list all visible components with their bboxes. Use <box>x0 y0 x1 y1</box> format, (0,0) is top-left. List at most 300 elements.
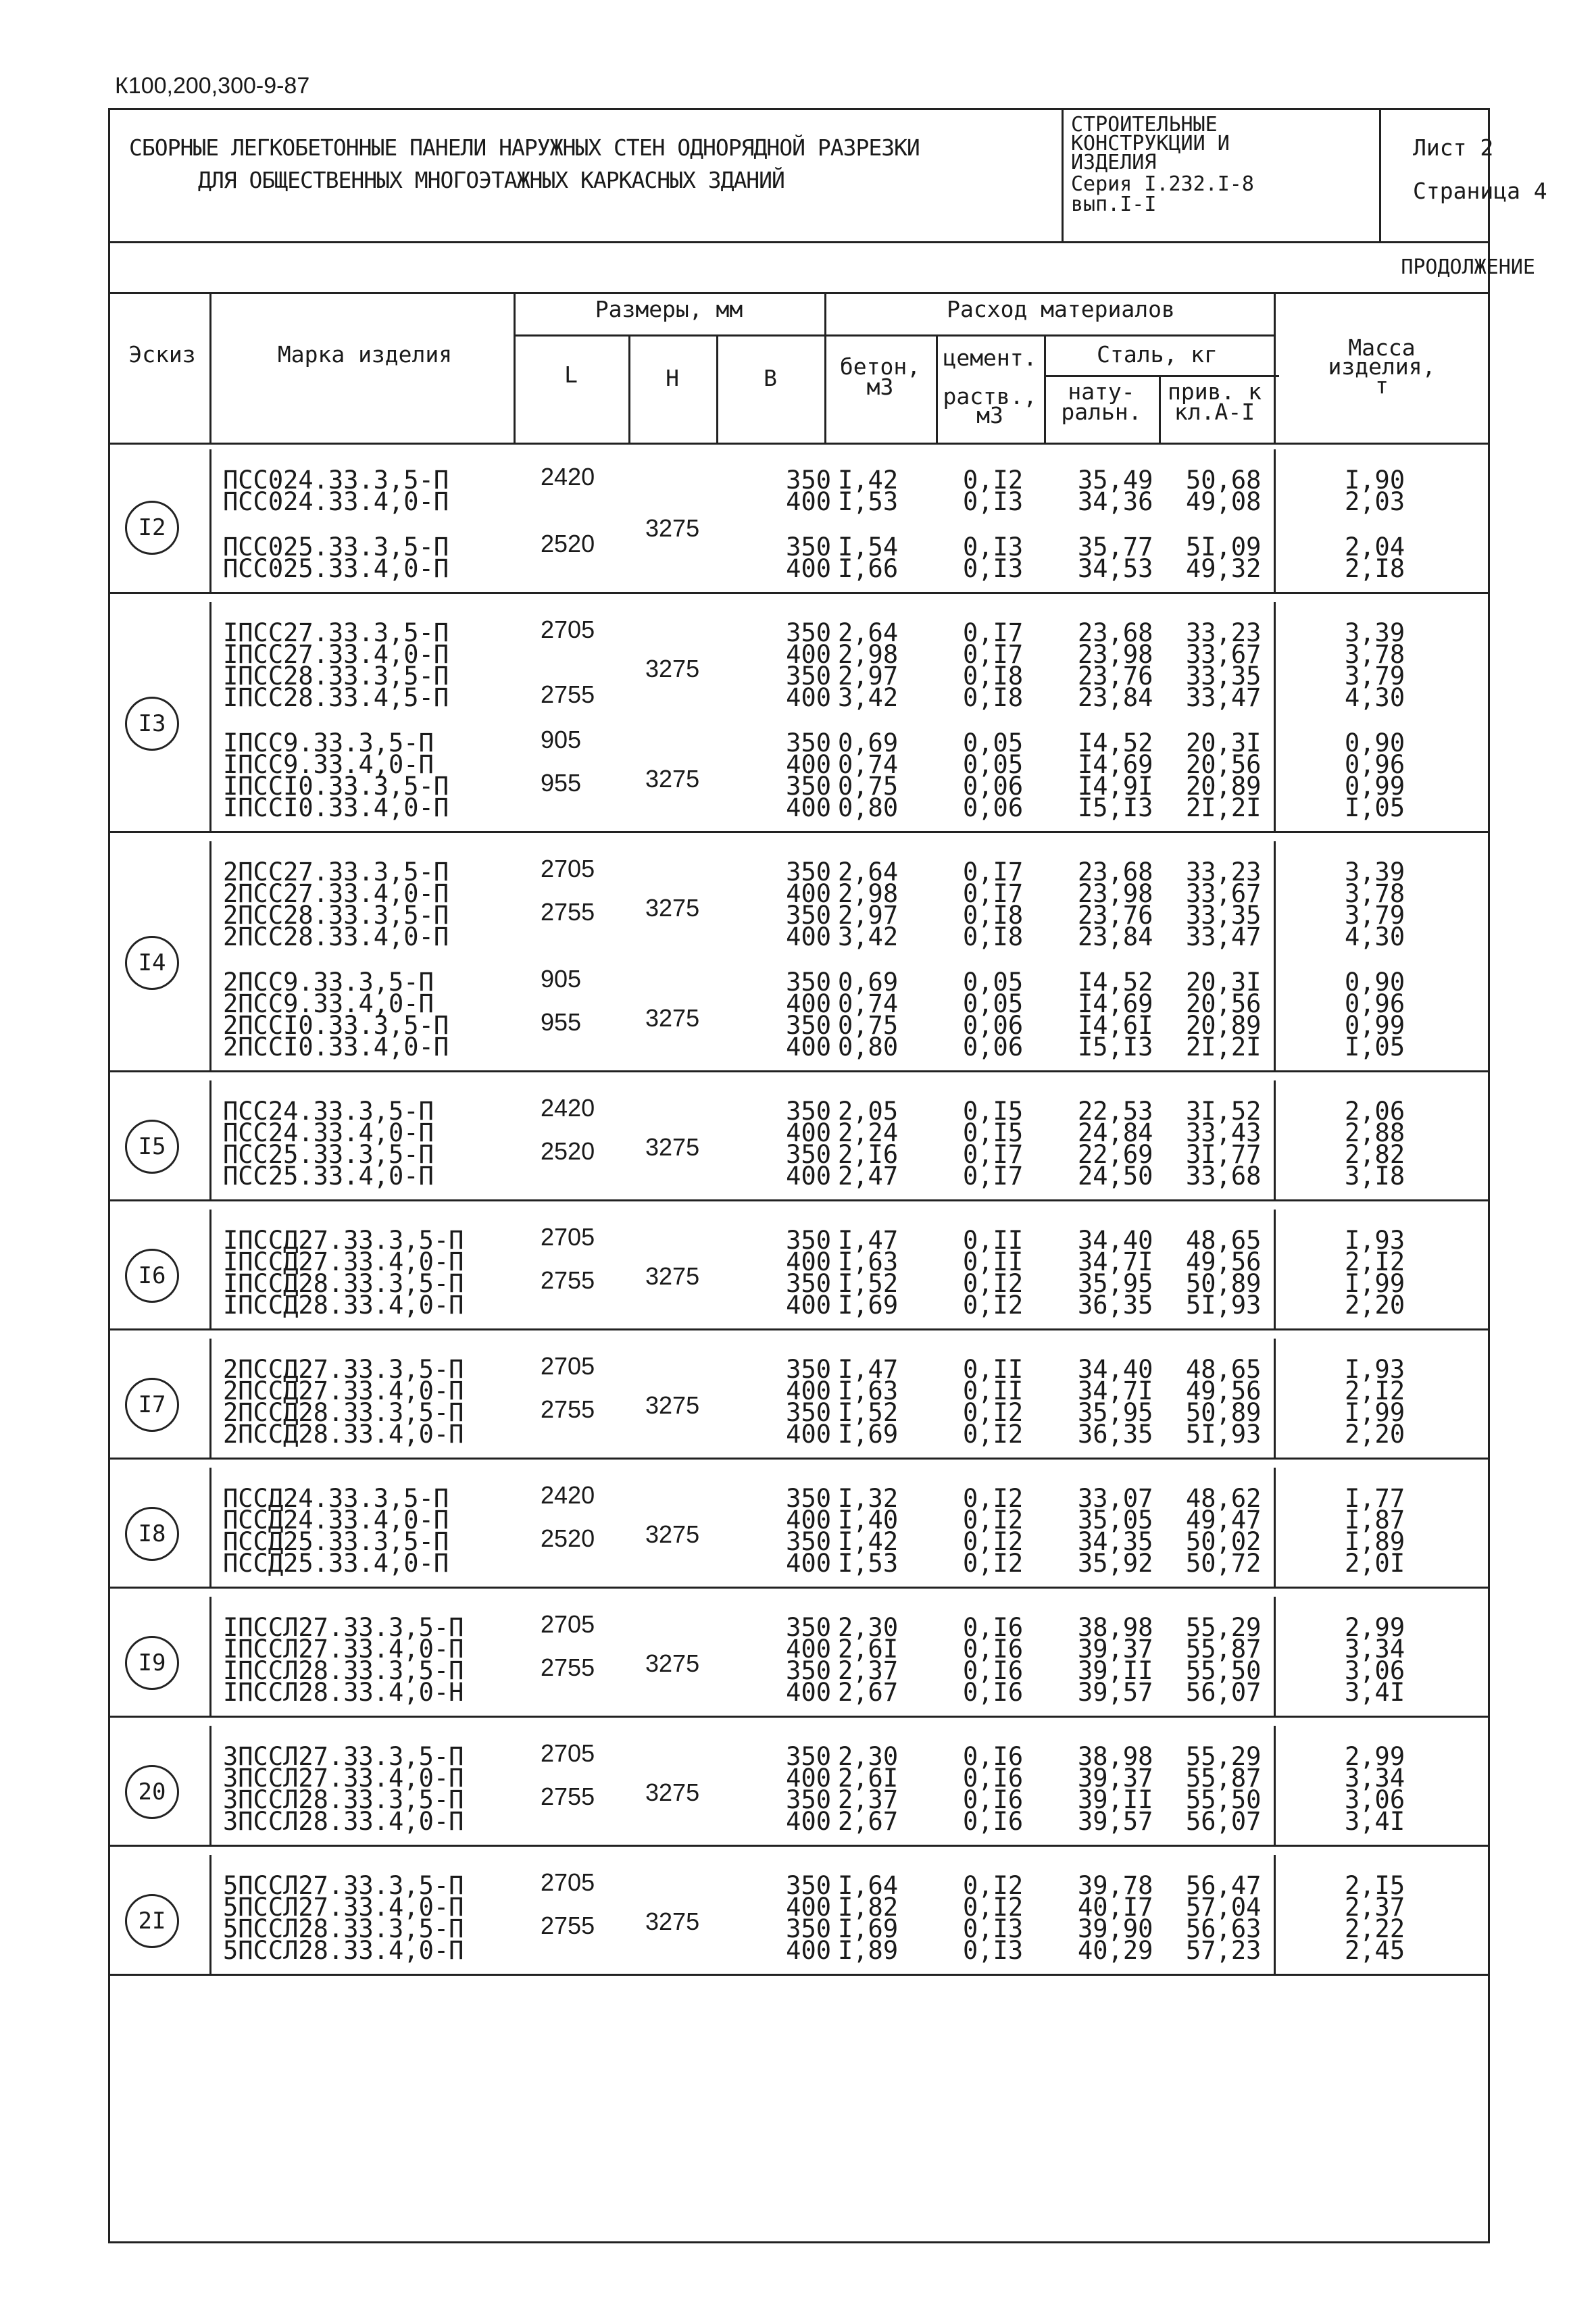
concrete-cell: I,89 <box>838 1936 899 1965</box>
width-cell: 350 <box>786 1527 831 1556</box>
col-divider-L <box>628 334 630 443</box>
mark-cell: ПСС25.33.4,0-П <box>223 1162 434 1191</box>
width-cell: 350 <box>786 1226 831 1255</box>
mark-cell: IПССЛ28.33.4,0-Н <box>223 1678 464 1707</box>
steel-natural-cell: 23,84 <box>1078 922 1153 951</box>
steel-reduced-cell: 33,67 <box>1186 879 1262 908</box>
mass-cell: 2,0I <box>1345 1549 1405 1578</box>
steel-natural-cell: I4,52 <box>1078 728 1153 757</box>
steel-header-rule <box>1044 375 1279 377</box>
width-cell: 350 <box>786 662 831 691</box>
mass-col-divider <box>1274 1339 1276 1458</box>
concrete-cell: I,69 <box>838 1914 899 1943</box>
mass-cell: I,99 <box>1345 1269 1405 1298</box>
mass-cell: I,77 <box>1345 1484 1405 1513</box>
length-cell: 2520 <box>541 1137 595 1165</box>
width-cell: 400 <box>786 683 831 712</box>
mass-cell: I,05 <box>1345 1032 1405 1062</box>
length-cell: 2705 <box>541 616 595 643</box>
height-cell: 3275 <box>645 514 700 542</box>
title-block <box>108 108 1547 243</box>
width-cell: 400 <box>786 879 831 908</box>
width-cell: 400 <box>786 1376 831 1405</box>
concrete-cell: 2,47 <box>838 1162 899 1191</box>
length-cell: 905 <box>541 726 582 753</box>
series-line-2: КОНСТРУКЦИИ И <box>1071 132 1230 155</box>
mass-cell: 3,06 <box>1345 1785 1405 1814</box>
series-line-3: ИЗДЕЛИЯ <box>1071 151 1157 174</box>
mark-cell: 3ПССЛ27.33.3,5-П <box>223 1742 464 1771</box>
header-mass-3: т <box>1375 372 1389 399</box>
mass-cell: 4,30 <box>1345 683 1405 712</box>
cement-cell: 0,I2 <box>963 1893 1024 1922</box>
width-cell: 350 <box>786 857 831 887</box>
cement-cell: 0,I2 <box>963 1291 1024 1320</box>
steel-natural-cell: 35,95 <box>1078 1398 1153 1427</box>
steel-reduced-cell: 33,35 <box>1186 662 1262 691</box>
width-cell: 400 <box>786 1635 831 1664</box>
steel-natural-cell: 34,7I <box>1078 1247 1153 1276</box>
width-cell: 400 <box>786 1291 831 1320</box>
concrete-cell: 2,64 <box>838 857 899 887</box>
series-line-5: вып.I-I <box>1071 193 1157 216</box>
mass-col-divider <box>1274 1468 1276 1587</box>
mass-col-divider <box>1274 1210 1276 1328</box>
length-cell: 2705 <box>541 1868 595 1896</box>
height-cell: 3275 <box>645 1520 700 1548</box>
height-cell: 3275 <box>645 894 700 922</box>
length-cell: 2705 <box>541 1223 595 1251</box>
mark-cell: IПССД27.33.4,0-П <box>223 1247 464 1276</box>
width-cell: 400 <box>786 1549 831 1578</box>
cement-cell: 0,05 <box>963 728 1024 757</box>
steel-natural-cell: 36,35 <box>1078 1291 1153 1320</box>
width-cell: 350 <box>786 772 831 801</box>
mass-cell: 0,96 <box>1345 989 1405 1018</box>
concrete-cell: 0,69 <box>838 728 899 757</box>
mass-cell: 0,96 <box>1345 750 1405 779</box>
concrete-cell: 3,42 <box>838 683 899 712</box>
concrete-cell: 2,30 <box>838 1613 899 1642</box>
width-cell: 400 <box>786 1247 831 1276</box>
concrete-cell: I,63 <box>838 1376 899 1405</box>
steel-reduced-cell: 48,62 <box>1186 1484 1262 1513</box>
steel-natural-cell: 39,78 <box>1078 1871 1153 1900</box>
steel-natural-cell: 35,05 <box>1078 1505 1153 1535</box>
width-cell: 350 <box>786 1011 831 1040</box>
cement-cell: 0,I6 <box>963 1742 1024 1771</box>
sketch-col-divider <box>209 602 211 831</box>
steel-reduced-cell: 20,3I <box>1186 728 1262 757</box>
cement-cell: 0,I2 <box>963 1398 1024 1427</box>
sketch-col-divider <box>209 1080 211 1199</box>
height-cell: 3275 <box>645 765 700 793</box>
mass-cell: I,87 <box>1345 1505 1405 1535</box>
header-dims: Размеры, мм <box>595 296 743 322</box>
concrete-cell: I,52 <box>838 1269 899 1298</box>
cement-cell: 0,I2 <box>963 466 1024 495</box>
cement-cell: 0,06 <box>963 1011 1024 1040</box>
height-cell: 3275 <box>645 1778 700 1806</box>
cement-cell: 0,I8 <box>963 683 1024 712</box>
steel-reduced-cell: 50,72 <box>1186 1549 1262 1578</box>
length-cell: 2755 <box>541 1912 595 1939</box>
steel-reduced-cell: 55,87 <box>1186 1764 1262 1793</box>
group-separator <box>110 1328 1488 1330</box>
steel-natural-cell: 39,57 <box>1078 1678 1153 1707</box>
mark-cell: IПСС27.33.4,0-П <box>223 640 449 669</box>
width-cell: 350 <box>786 1871 831 1900</box>
steel-natural-cell: 34,35 <box>1078 1527 1153 1556</box>
steel-natural-cell: 39,90 <box>1078 1914 1153 1943</box>
sketch-marker: I2 <box>125 501 179 555</box>
height-cell: 3275 <box>645 1004 700 1032</box>
steel-reduced-cell: 33,23 <box>1186 618 1262 647</box>
cement-cell: 0,I2 <box>963 1484 1024 1513</box>
mass-col-divider <box>1274 1855 1276 1974</box>
sketch-col-divider <box>209 1726 211 1845</box>
mass-cell: I,90 <box>1345 466 1405 495</box>
mass-cell: 3,4I <box>1345 1807 1405 1836</box>
height-cell: 3275 <box>645 1391 700 1419</box>
cement-cell: 0,I3 <box>963 1914 1024 1943</box>
mass-cell: 4,30 <box>1345 922 1405 951</box>
cement-cell: 0,I6 <box>963 1678 1024 1707</box>
steel-reduced-cell: 20,89 <box>1186 772 1262 801</box>
mass-cell: 2,45 <box>1345 1936 1405 1965</box>
mark-cell: IПССД27.33.3,5-П <box>223 1226 464 1255</box>
header-concrete-unit: м3 <box>866 374 894 400</box>
mark-cell: IПССI0.33.3,5-П <box>223 772 449 801</box>
concrete-cell: I,47 <box>838 1226 899 1255</box>
mark-cell: IПССЛ28.33.3,5-П <box>223 1656 464 1685</box>
mark-cell: 2ПСС9.33.4,0-П <box>223 989 434 1018</box>
concrete-cell: 0,75 <box>838 772 899 801</box>
concrete-cell: I,69 <box>838 1291 899 1320</box>
length-cell: 2420 <box>541 1481 595 1509</box>
steel-reduced-cell: 3I,52 <box>1186 1097 1262 1126</box>
mark-cell: 5ПССЛ27.33.4,0-П <box>223 1893 464 1922</box>
concrete-cell: 0,80 <box>838 793 899 822</box>
header-top-rule <box>110 292 1488 294</box>
concrete-cell: 0,74 <box>838 989 899 1018</box>
steel-natural-cell: 23,76 <box>1078 662 1153 691</box>
steel-natural-cell: I5,I3 <box>1078 793 1153 822</box>
cement-cell: 0,I2 <box>963 1527 1024 1556</box>
width-cell: 400 <box>786 1505 831 1535</box>
mark-cell: 2ПСС28.33.3,5-П <box>223 901 449 930</box>
width-cell: 400 <box>786 750 831 779</box>
width-cell: 400 <box>786 554 831 583</box>
width-cell: 400 <box>786 1162 831 1191</box>
mass-cell: 2,03 <box>1345 487 1405 516</box>
cement-cell: 0,I2 <box>963 1269 1024 1298</box>
cement-cell: 0,I7 <box>963 879 1024 908</box>
sketch-col-divider <box>209 1597 211 1716</box>
mark-cell: ПСС024.33.4,0-П <box>223 487 449 516</box>
continuation-label: ПРОДОЛЖЕНИЕ <box>1401 255 1535 279</box>
steel-natural-cell: 34,36 <box>1078 487 1153 516</box>
sheet-cell <box>1379 110 1547 241</box>
group-separator <box>110 1587 1488 1589</box>
header-mark: Марка изделия <box>277 341 453 368</box>
series-line-4: Серия I.232.I-8 <box>1071 172 1254 196</box>
width-cell: 400 <box>786 1420 831 1449</box>
mark-cell: 3ПССЛ27.33.4,0-П <box>223 1764 464 1793</box>
width-cell: 350 <box>786 618 831 647</box>
mass-cell: 3,79 <box>1345 901 1405 930</box>
series-cell <box>1062 110 1381 241</box>
sketch-marker: I5 <box>125 1120 179 1174</box>
steel-reduced-cell: 50,89 <box>1186 1269 1262 1298</box>
header-steel-red-2: кл.А-I <box>1174 399 1255 425</box>
length-cell: 2705 <box>541 1352 595 1380</box>
width-cell: 400 <box>786 793 831 822</box>
cement-cell: 0,I2 <box>963 1871 1024 1900</box>
mark-cell: ПСС025.33.3,5-П <box>223 532 449 562</box>
cement-cell: 0,I6 <box>963 1807 1024 1836</box>
steel-natural-cell: I4,6I <box>1078 1011 1153 1040</box>
height-cell: 3275 <box>645 1649 700 1677</box>
steel-reduced-cell: 33,67 <box>1186 640 1262 669</box>
length-cell: 955 <box>541 1008 582 1036</box>
steel-natural-cell: 24,84 <box>1078 1118 1153 1147</box>
length-cell: 2755 <box>541 898 595 926</box>
mark-cell: ПСС24.33.4,0-П <box>223 1118 434 1147</box>
cement-cell: 0,05 <box>963 989 1024 1018</box>
mass-cell: 3,34 <box>1345 1635 1405 1664</box>
header-sketch: Эскиз <box>128 341 196 368</box>
length-cell: 905 <box>541 965 582 993</box>
steel-natural-cell: 36,35 <box>1078 1420 1153 1449</box>
group-separator <box>110 1845 1488 1847</box>
steel-natural-cell: 35,77 <box>1078 532 1153 562</box>
width-cell: 350 <box>786 1355 831 1384</box>
length-cell: 2420 <box>541 463 595 491</box>
mass-col-divider <box>1274 841 1276 1070</box>
steel-natural-cell: 39,37 <box>1078 1635 1153 1664</box>
cement-cell: 0,I7 <box>963 1162 1024 1191</box>
length-cell: 2705 <box>541 855 595 882</box>
mark-cell: IПСС9.33.3,5-П <box>223 728 434 757</box>
mark-cell: IПССЛ27.33.4,0-П <box>223 1635 464 1664</box>
steel-natural-cell: 34,53 <box>1078 554 1153 583</box>
title-line-2: ДЛЯ ОБЩЕСТВЕННЫХ МНОГОЭТАЖНЫХ КАРКАСНЫХ ЗДАНИЙ <box>198 167 784 193</box>
sketch-col-divider <box>209 1855 211 1974</box>
length-cell: 2705 <box>541 1610 595 1638</box>
length-cell: 2755 <box>541 1395 595 1423</box>
steel-reduced-cell: 3I,77 <box>1186 1140 1262 1169</box>
concrete-cell: I,52 <box>838 1398 899 1427</box>
steel-natural-cell: I4,69 <box>1078 750 1153 779</box>
length-cell: 2755 <box>541 1783 595 1810</box>
mark-cell: ПСС025.33.4,0-П <box>223 554 449 583</box>
width-cell: 350 <box>786 968 831 997</box>
cement-cell: 0,I2 <box>963 1505 1024 1535</box>
cement-cell: 0,I6 <box>963 1613 1024 1642</box>
width-cell: 400 <box>786 1893 831 1922</box>
mark-cell: 2ПССД28.33.3,5-П <box>223 1398 464 1427</box>
cement-cell: 0,I2 <box>963 1549 1024 1578</box>
mass-cell: 3,I8 <box>1345 1162 1405 1191</box>
mass-col-divider <box>1274 602 1276 831</box>
steel-reduced-cell: 20,56 <box>1186 989 1262 1018</box>
steel-reduced-cell: 57,23 <box>1186 1936 1262 1965</box>
group-separator <box>110 1974 1488 1976</box>
mark-cell: IПСС27.33.3,5-П <box>223 618 449 647</box>
length-cell: 2520 <box>541 1524 595 1552</box>
sketch-marker: I8 <box>125 1507 179 1561</box>
cement-cell: 0,I8 <box>963 922 1024 951</box>
mark-cell: 2ПССI0.33.3,5-П <box>223 1011 449 1040</box>
group-separator <box>110 1716 1488 1718</box>
steel-natural-cell: 39,57 <box>1078 1807 1153 1836</box>
width-cell: 350 <box>786 1785 831 1814</box>
cement-cell: 0,05 <box>963 968 1024 997</box>
width-cell: 350 <box>786 1484 831 1513</box>
steel-natural-cell: 39,37 <box>1078 1764 1153 1793</box>
title-line-1: СБОРНЫЕ ЛЕГКОБЕТОННЫЕ ПАНЕЛИ НАРУЖНЫХ СТЕН ОДНОРЯДНОЙ РАЗРЕЗКИ <box>129 134 920 161</box>
concrete-cell: I,53 <box>838 1549 899 1578</box>
title-cell <box>110 110 1064 241</box>
cement-cell: 0,I6 <box>963 1656 1024 1685</box>
steel-natural-cell: 23,76 <box>1078 901 1153 930</box>
cement-cell: 0,II <box>963 1226 1024 1255</box>
sketch-col-divider <box>209 1339 211 1458</box>
steel-reduced-cell: 50,68 <box>1186 466 1262 495</box>
concrete-cell: I,54 <box>838 532 899 562</box>
width-cell: 350 <box>786 1097 831 1126</box>
steel-natural-cell: 40,I7 <box>1078 1893 1153 1922</box>
mark-cell: 2ПСС28.33.4,0-П <box>223 922 449 951</box>
concrete-cell: 2,98 <box>838 879 899 908</box>
steel-reduced-cell: 55,50 <box>1186 1656 1262 1685</box>
series-line-1: СТРОИТЕЛЬНЫЕ <box>1071 113 1218 136</box>
mass-cell: 0,99 <box>1345 772 1405 801</box>
cement-cell: 0,I7 <box>963 640 1024 669</box>
cement-cell: 0,I7 <box>963 618 1024 647</box>
mark-cell: 2ПСС9.33.3,5-П <box>223 968 434 997</box>
concrete-cell: I,53 <box>838 487 899 516</box>
length-cell: 2420 <box>541 1094 595 1122</box>
width-cell: 350 <box>786 532 831 562</box>
sketch-marker: I9 <box>125 1636 179 1690</box>
width-cell: 350 <box>786 1656 831 1685</box>
cement-cell: 0,I7 <box>963 857 1024 887</box>
mark-cell: IПССЛ27.33.3,5-П <box>223 1613 464 1642</box>
concrete-cell: I,63 <box>838 1247 899 1276</box>
mass-cell: 3,4I <box>1345 1678 1405 1707</box>
steel-natural-cell: 39,II <box>1078 1656 1153 1685</box>
steel-reduced-cell: 57,04 <box>1186 1893 1262 1922</box>
steel-natural-cell: 23,68 <box>1078 618 1153 647</box>
steel-reduced-cell: 49,56 <box>1186 1376 1262 1405</box>
steel-reduced-cell: 55,29 <box>1186 1613 1262 1642</box>
steel-reduced-cell: 20,3I <box>1186 968 1262 997</box>
steel-reduced-cell: 33,35 <box>1186 901 1262 930</box>
steel-reduced-cell: 2I,2I <box>1186 1032 1262 1062</box>
mark-cell: IПСС9.33.4,0-П <box>223 750 434 779</box>
mass-cell: I,99 <box>1345 1398 1405 1427</box>
steel-reduced-cell: 49,56 <box>1186 1247 1262 1276</box>
mass-col-divider <box>1274 1080 1276 1199</box>
steel-reduced-cell: 48,65 <box>1186 1226 1262 1255</box>
concrete-cell: 2,24 <box>838 1118 899 1147</box>
group-separator <box>110 831 1488 833</box>
mass-cell: 2,I2 <box>1345 1376 1405 1405</box>
concrete-cell: I,42 <box>838 466 899 495</box>
header-cement-unit: м3 <box>976 402 1003 428</box>
steel-reduced-cell: 33,23 <box>1186 857 1262 887</box>
header-steel-red-1: прив. к <box>1167 378 1262 405</box>
concrete-cell: 2,05 <box>838 1097 899 1126</box>
steel-natural-cell: 22,53 <box>1078 1097 1153 1126</box>
mass-cell: 0,99 <box>1345 1011 1405 1040</box>
length-cell: 955 <box>541 769 582 797</box>
cement-cell: 0,06 <box>963 793 1024 822</box>
concrete-cell: I,66 <box>838 554 899 583</box>
width-cell: 400 <box>786 989 831 1018</box>
cement-cell: 0,05 <box>963 750 1024 779</box>
mass-cell: 2,37 <box>1345 1893 1405 1922</box>
cement-cell: 0,I6 <box>963 1785 1024 1814</box>
steel-reduced-cell: 56,63 <box>1186 1914 1262 1943</box>
steel-reduced-cell: 55,50 <box>1186 1785 1262 1814</box>
mass-cell: 3,78 <box>1345 879 1405 908</box>
mass-cell: 2,22 <box>1345 1914 1405 1943</box>
cement-cell: 0,I7 <box>963 1140 1024 1169</box>
page-number: Страница 4 <box>1413 178 1547 204</box>
mark-cell: ПСС25.33.3,5-П <box>223 1140 434 1169</box>
steel-reduced-cell: 5I,09 <box>1186 532 1262 562</box>
cement-cell: 0,I3 <box>963 554 1024 583</box>
steel-natural-cell: 35,92 <box>1078 1549 1153 1578</box>
header-mass-2: изделия, <box>1328 353 1436 380</box>
width-cell: 400 <box>786 1764 831 1793</box>
steel-natural-cell: 35,95 <box>1078 1269 1153 1298</box>
sketch-col-divider <box>209 1210 211 1328</box>
concrete-cell: I,82 <box>838 1893 899 1922</box>
concrete-cell: 3,42 <box>838 922 899 951</box>
concrete-cell: 2,6I <box>838 1764 899 1793</box>
cement-cell: 0,I3 <box>963 1936 1024 1965</box>
mark-cell: IПССI0.33.4,0-П <box>223 793 449 822</box>
group-separator <box>110 1458 1488 1460</box>
col-divider-H <box>716 334 718 443</box>
header-B: B <box>764 365 777 391</box>
cement-cell: 0,I6 <box>963 1635 1024 1664</box>
mass-cell: 3,06 <box>1345 1656 1405 1685</box>
width-cell: 400 <box>786 640 831 669</box>
mass-col-divider <box>1274 449 1276 592</box>
steel-reduced-cell: 20,56 <box>1186 750 1262 779</box>
steel-reduced-cell: 50,89 <box>1186 1398 1262 1427</box>
cement-cell: 0,I2 <box>963 1420 1024 1449</box>
header-steel-nat-1: нату- <box>1068 378 1135 405</box>
steel-natural-cell: 23,84 <box>1078 683 1153 712</box>
mass-cell: 2,99 <box>1345 1742 1405 1771</box>
sketch-marker: 20 <box>125 1765 179 1819</box>
mark-cell: ПССД25.33.4,0-П <box>223 1549 449 1578</box>
concrete-cell: I,42 <box>838 1527 899 1556</box>
length-cell: 2520 <box>541 530 595 557</box>
cement-cell: 0,II <box>963 1376 1024 1405</box>
height-cell: 3275 <box>645 1133 700 1161</box>
mark-cell: 3ПССЛ28.33.3,5-П <box>223 1785 464 1814</box>
width-cell: 350 <box>786 1914 831 1943</box>
mass-cell: 3,78 <box>1345 640 1405 669</box>
width-cell: 350 <box>786 728 831 757</box>
